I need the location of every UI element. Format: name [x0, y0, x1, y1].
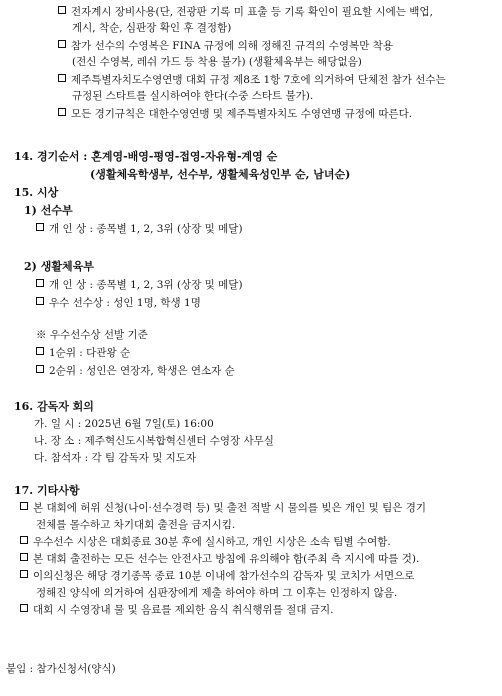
checkbox-icon [20, 570, 28, 578]
section-15-sub2-item2: 우수 선수상 : 성인 1명, 학생 1명 [36, 296, 201, 310]
criteria-2: 2순위 : 성인은 연장자, 학생은 연소자 순 [36, 364, 235, 378]
top-item-3-cont: 규정된 스타트를 실시하여야 한다(수중 스타트 불가). [72, 90, 314, 102]
etc-item-5: 대회 시 수영장내 물 및 음료를 제외한 음식 취식행위를 절대 금지. [20, 603, 333, 617]
checkbox-icon [36, 297, 44, 305]
section-16-place: 나. 장 소 : 제주혁신도시복합혁신센터 수영장 사무실 [34, 435, 274, 447]
criteria-title: ※ 우수선수상 선발 기준 [36, 329, 148, 341]
criteria-1: 1순위 : 다관왕 순 [36, 346, 130, 360]
top-item-3: 제주특별자치도수영연맹 대회 규정 제8조 1항 7호에 의거하여 단체전 참가 선수는 [58, 73, 446, 87]
section-15-sub2-title: 2) 생활체육부 [24, 260, 94, 273]
etc-item-1-cont: 전체를 몰수하고 차기대회 출전을 금지시킴. [36, 519, 236, 531]
section-17-heading: 17. 기타사항 [14, 484, 80, 497]
section-15-sub2-item1: 개 인 상 : 종목별 1, 2, 3위 (상장 및 메달) [36, 278, 243, 292]
checkbox-icon [36, 223, 44, 231]
section-14-sub: (생활체육학생부, 선수부, 생활체육성인부 순, 남녀순) [90, 168, 351, 181]
etc-item-4: 이의신청은 해당 경기종목 종료 10분 이내에 참가선수의 감독자 및 코치가 서면으로 [20, 569, 414, 583]
top-item-1-cont: 게시, 착순, 심판장 확인 후 결정함) [72, 22, 232, 34]
top-item-2-cont: (전신 수영복, 레쉬 가드 등 착용 불가) (생활체육부는 해당없음) [72, 56, 362, 68]
checkbox-icon [36, 365, 44, 373]
section-16-heading: 16. 감독자 회의 [14, 400, 94, 413]
top-item-4: 모든 경기규칙은 대한수영연맹 및 제주특별자치도 수영연맹 규정에 따른다. [58, 107, 412, 121]
section-15-sub1-item: 개 인 상 : 종목별 1, 2, 3위 (상장 및 메달) [36, 222, 243, 236]
section-14-heading: 14. 경기순서 : 혼계영-배영-평영-접영-자유형-계영 순 [14, 150, 278, 163]
checkbox-icon [20, 553, 28, 561]
checkbox-icon [58, 108, 66, 116]
top-item-2: 참가 선수의 수영복은 FINA 규정에 의해 정해진 규격의 수영복만 착용 [58, 39, 393, 53]
etc-item-4-cont: 정해진 양식에 의거하여 심판장에게 제출 하여야 하며 그 이후는 인정하지 않음. [36, 587, 398, 599]
checkbox-icon [20, 604, 28, 612]
checkbox-icon [58, 6, 66, 14]
etc-item-3: 본 대회 출전하는 모든 선수는 안전사고 방침에 유의해야 함(주최 측 지시에 따를 것). [20, 552, 419, 566]
section-15-heading: 15. 시상 [14, 186, 59, 199]
top-item-1: 전자계시 장비사용(단, 전광판 기록 미 표출 등 기록 확인이 필요할 시에는 백업, [58, 5, 433, 19]
etc-item-2: 우수선수 시상은 대회종료 30분 후에 실시하고, 개인 시상은 소속 팀별 수여함. [20, 535, 391, 549]
checkbox-icon [36, 347, 44, 355]
section-15-sub1-title: 1) 선수부 [24, 204, 73, 217]
section-16-date: 가. 일 시 : 2025년 6월 7일(토) 16:00 [34, 418, 214, 430]
section-16-attendees: 다. 참석자 : 각 팀 감독자 및 지도자 [34, 452, 197, 464]
checkbox-icon [20, 502, 28, 510]
checkbox-icon [58, 74, 66, 82]
checkbox-icon [58, 40, 66, 48]
attachment-note: 붙임 : 참가신청서(양식) [6, 663, 116, 675]
checkbox-icon [20, 536, 28, 544]
checkbox-icon [36, 279, 44, 287]
etc-item-1: 본 대회에 허위 신청(나이·선수경력 등) 및 출전 적발 시 물의를 빚은 개인 및 팀은 경기 [20, 501, 426, 515]
